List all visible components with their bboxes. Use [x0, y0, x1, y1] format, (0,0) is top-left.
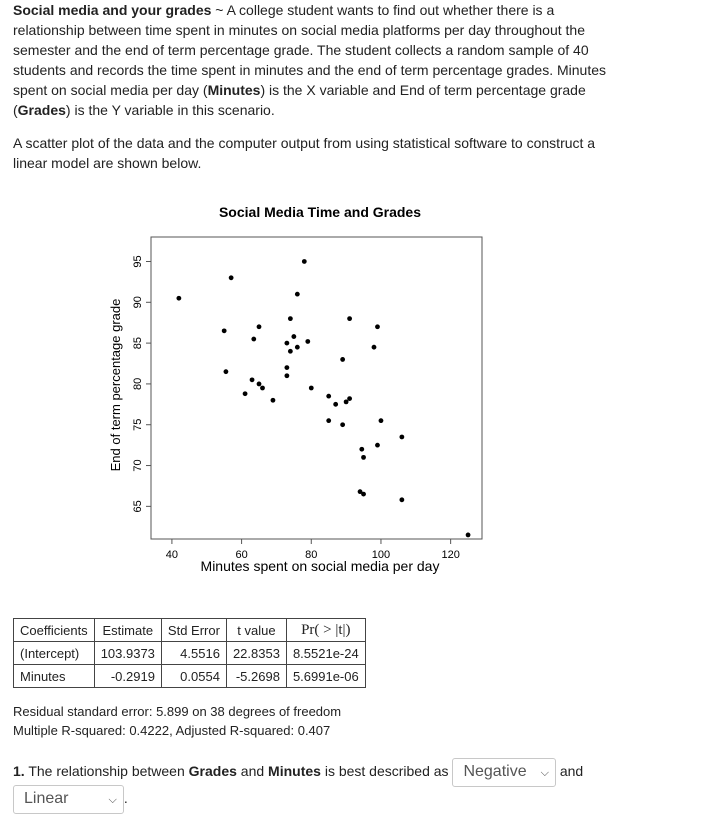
x-axis-label: Minutes spent on social media per day — [200, 558, 440, 574]
scatter-point — [288, 316, 293, 321]
question-end: . — [123, 790, 128, 807]
table-cell: 5.6991e-06 — [286, 665, 365, 688]
question-text-mid: and — [236, 763, 269, 779]
table-cell: -0.2919 — [94, 665, 161, 688]
scatter-point — [229, 275, 234, 280]
scatter-point — [271, 398, 276, 403]
chevron-down-icon: ⌵ — [540, 766, 549, 779]
question-1 — [13, 757, 703, 787]
chevron-down-icon: ⌵ — [108, 794, 117, 806]
scatter-point — [375, 324, 380, 329]
x-tick-label: 100 — [371, 549, 391, 561]
scatter-point — [361, 492, 366, 497]
table-header: Pr( > |t|) — [286, 619, 365, 642]
scatter-point — [326, 418, 331, 423]
table-header: Estimate — [94, 619, 161, 642]
table-cell: 0.0554 — [161, 665, 226, 688]
y-tick-label: 85 — [132, 336, 144, 350]
table-header: Std Error — [161, 619, 226, 642]
chart-title: Social Media Time and Grades — [218, 204, 422, 220]
scatter-point — [340, 357, 345, 362]
question-text-pre: The relationship between — [24, 763, 189, 779]
table-header: t value — [226, 619, 286, 642]
intro-x-var: Minutes — [207, 82, 261, 98]
scatter-point — [359, 447, 364, 452]
x-tick-label: 60 — [235, 549, 248, 561]
scatter-point — [302, 259, 307, 264]
direction-select[interactable] — [452, 758, 556, 787]
residual-line-1: Residual standard error: 5.899 on 38 degrees of freedom — [13, 704, 342, 719]
y-tick-label: 75 — [132, 418, 144, 431]
scatter-point — [375, 443, 380, 448]
scatter-point — [399, 497, 404, 502]
table-cell: 8.5521e-24 — [286, 642, 365, 665]
x-tick-label: 120 — [441, 549, 460, 561]
question-var-minutes: Minutes — [268, 763, 321, 779]
scatter-point — [224, 369, 229, 374]
scatter-point — [284, 365, 289, 370]
scatter-point — [326, 394, 331, 399]
table-cell: -5.2698 — [226, 665, 286, 688]
question-var-grades: Grades — [188, 763, 237, 779]
y-tick-label: 80 — [132, 377, 144, 391]
scatter-chart — [100, 195, 500, 585]
x-tick-label: 40 — [165, 549, 179, 561]
intro-paragraph — [13, 0, 613, 120]
table-cell: 4.5516 — [161, 642, 226, 665]
y-tick-label: 70 — [132, 459, 144, 472]
table-cell: (Intercept) — [14, 642, 95, 665]
direction-select-value: Negative — [463, 762, 527, 780]
scatter-point — [222, 328, 227, 333]
scatter-point — [305, 339, 310, 344]
scatter-point — [347, 316, 352, 321]
form-select[interactable] — [13, 785, 124, 814]
scatter-point — [260, 386, 265, 391]
intro-y-var: Grades — [17, 102, 66, 118]
question-number: 1. — [13, 763, 25, 779]
form-select-value: Linear — [24, 790, 69, 807]
scatter-point — [250, 377, 255, 382]
table-cell: 22.8353 — [226, 642, 286, 665]
scatter-point — [340, 422, 345, 427]
table-header-row — [14, 619, 366, 642]
scatter-point — [176, 296, 181, 301]
scatter-point — [284, 373, 289, 378]
residual-output — [13, 702, 341, 740]
scatter-point — [284, 341, 289, 346]
question-text-post: is best described as — [320, 763, 453, 779]
intro-text-3: ) is the Y variable in this scenario. — [65, 102, 275, 118]
residual-line-2: Multiple R-squared: 0.4222, Adjusted R-squared: 0.407 — [13, 723, 331, 738]
y-tick-label: 95 — [132, 255, 144, 268]
y-axis-label: End of term percentage grade — [108, 298, 123, 472]
table-row — [14, 642, 366, 665]
scatter-point — [379, 418, 384, 423]
scatter-point — [257, 382, 262, 387]
scatter-point — [295, 292, 300, 297]
scatter-description: A scatter plot of the data and the computer output from using statistical software to construct a linear model are shown below. — [13, 135, 596, 171]
scatter-point — [251, 337, 256, 342]
scatter-point — [288, 349, 293, 354]
scatter-point — [333, 402, 338, 407]
scatter-point — [295, 345, 300, 350]
table-header: Coefficients — [14, 619, 95, 642]
scatter-point — [399, 435, 404, 440]
y-tick-label: 65 — [132, 500, 144, 513]
intro-heading: Social media and your grades — [13, 2, 212, 18]
y-axis — [132, 255, 151, 512]
scatter-point — [257, 324, 262, 329]
scatter-point — [243, 391, 248, 396]
table-cell: Minutes — [14, 665, 95, 688]
plot-frame — [151, 237, 482, 539]
scatter-points — [176, 259, 470, 537]
table-cell: 103.9373 — [94, 642, 161, 665]
scatter-point — [466, 533, 471, 538]
scatter-point — [361, 455, 366, 460]
y-tick-label: 90 — [132, 296, 144, 309]
x-tick-label: 80 — [305, 549, 318, 561]
scatter-point — [344, 399, 349, 404]
scatter-point — [309, 386, 314, 391]
table-row — [14, 665, 366, 688]
intro-text-2: ) is the X variable and End of term percentage grade ( — [13, 82, 586, 118]
form-select-row — [13, 785, 128, 814]
scatter-point — [291, 334, 296, 339]
question-text-and: and — [555, 763, 584, 779]
scatter-point — [347, 396, 352, 401]
intro-text-1: ~ A college student wants to find out whether there is a relationship between time spent in minutes on social media platforms per day throughout the semester and the end of term percentage grade. The student collects a random sample of 40 students and records the time spent in minutes and the end of term percentage grades. Minutes spent on social media per day ( — [13, 2, 607, 98]
coefficients-table — [13, 618, 366, 688]
scatter-point — [372, 345, 377, 350]
